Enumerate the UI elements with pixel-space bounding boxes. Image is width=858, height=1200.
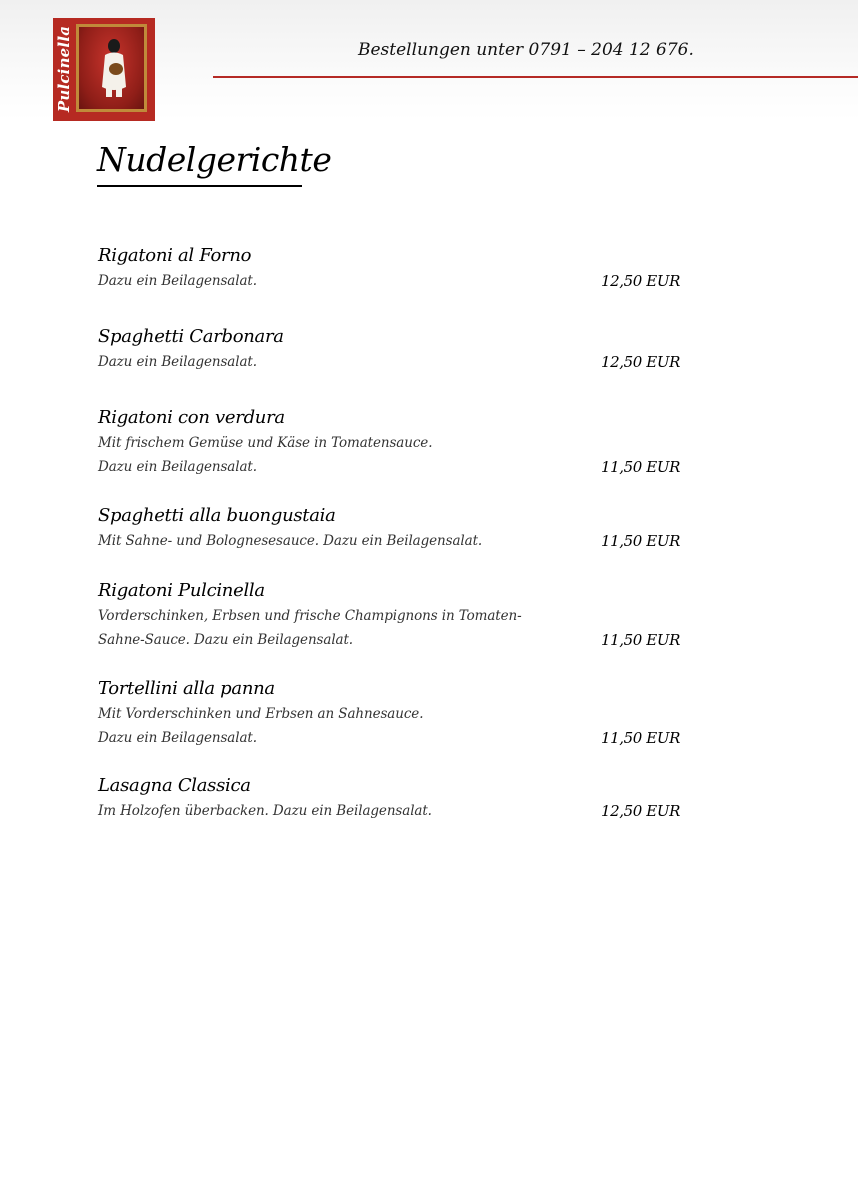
menu-item-description: Dazu ein Beilagensalat. <box>98 730 257 746</box>
menu-item <box>98 324 698 374</box>
menu-item-description: Mit Vorderschinken und Erbsen an Sahnesauce. <box>98 706 424 722</box>
menu-item <box>98 405 698 479</box>
menu-item <box>98 503 698 553</box>
logo-picture-frame <box>76 24 147 112</box>
menu-item-description: Mit Sahne- und Bolognesesauce. Dazu ein Beilagensalat. <box>98 533 483 549</box>
pulcinella-logo <box>53 18 155 121</box>
menu-item-price: 11,50 EUR <box>601 729 680 747</box>
page-title: Nudelgerichte <box>97 140 332 179</box>
menu-item-price: 11,50 EUR <box>601 458 680 476</box>
menu-item-description: Sahne-Sauce. Dazu ein Beilagensalat. <box>98 632 354 648</box>
menu-item-name: Spaghetti alla buongustaia <box>98 505 336 526</box>
menu-item-price: 12,50 EUR <box>601 353 680 371</box>
menu-item-description: Dazu ein Beilagensalat. <box>98 354 257 370</box>
menu-item-price: 11,50 EUR <box>601 532 680 550</box>
menu-item <box>98 578 698 652</box>
menu-item-description: Im Holzofen überbacken. Dazu ein Beilagensalat. <box>98 803 432 819</box>
menu-item-price: 11,50 EUR <box>601 631 680 649</box>
menu-item-description: Dazu ein Beilagensalat. <box>98 459 257 475</box>
menu-item-name: Spaghetti Carbonara <box>98 326 284 347</box>
menu-item-name: Rigatoni con verdura <box>98 407 285 428</box>
pulcinella-figure-icon <box>99 37 129 99</box>
menu-item-name: Lasagna Classica <box>98 775 251 796</box>
header-divider <box>213 76 858 78</box>
menu-item-price: 12,50 EUR <box>601 272 680 290</box>
title-underline <box>97 185 302 187</box>
menu-item-description: Vorderschinken, Erbsen und frische Champignons in Tomaten- <box>98 608 522 624</box>
menu-item <box>98 773 698 823</box>
menu-item-price: 12,50 EUR <box>601 802 680 820</box>
menu-item-name: Rigatoni Pulcinella <box>98 580 265 601</box>
menu-item <box>98 676 698 750</box>
menu-item-description: Mit frischem Gemüse und Käse in Tomatensauce. <box>98 435 433 451</box>
menu-item <box>98 243 698 293</box>
menu-item-name: Tortellini alla panna <box>98 678 275 699</box>
logo-picture <box>79 27 144 109</box>
menu-item-description: Dazu ein Beilagensalat. <box>98 273 257 289</box>
logo-text: Pulcinella <box>55 25 73 113</box>
order-phone-line: Bestellungen unter 0791 – 204 12 676. <box>358 40 694 60</box>
menu-item-name: Rigatoni al Forno <box>98 245 252 266</box>
